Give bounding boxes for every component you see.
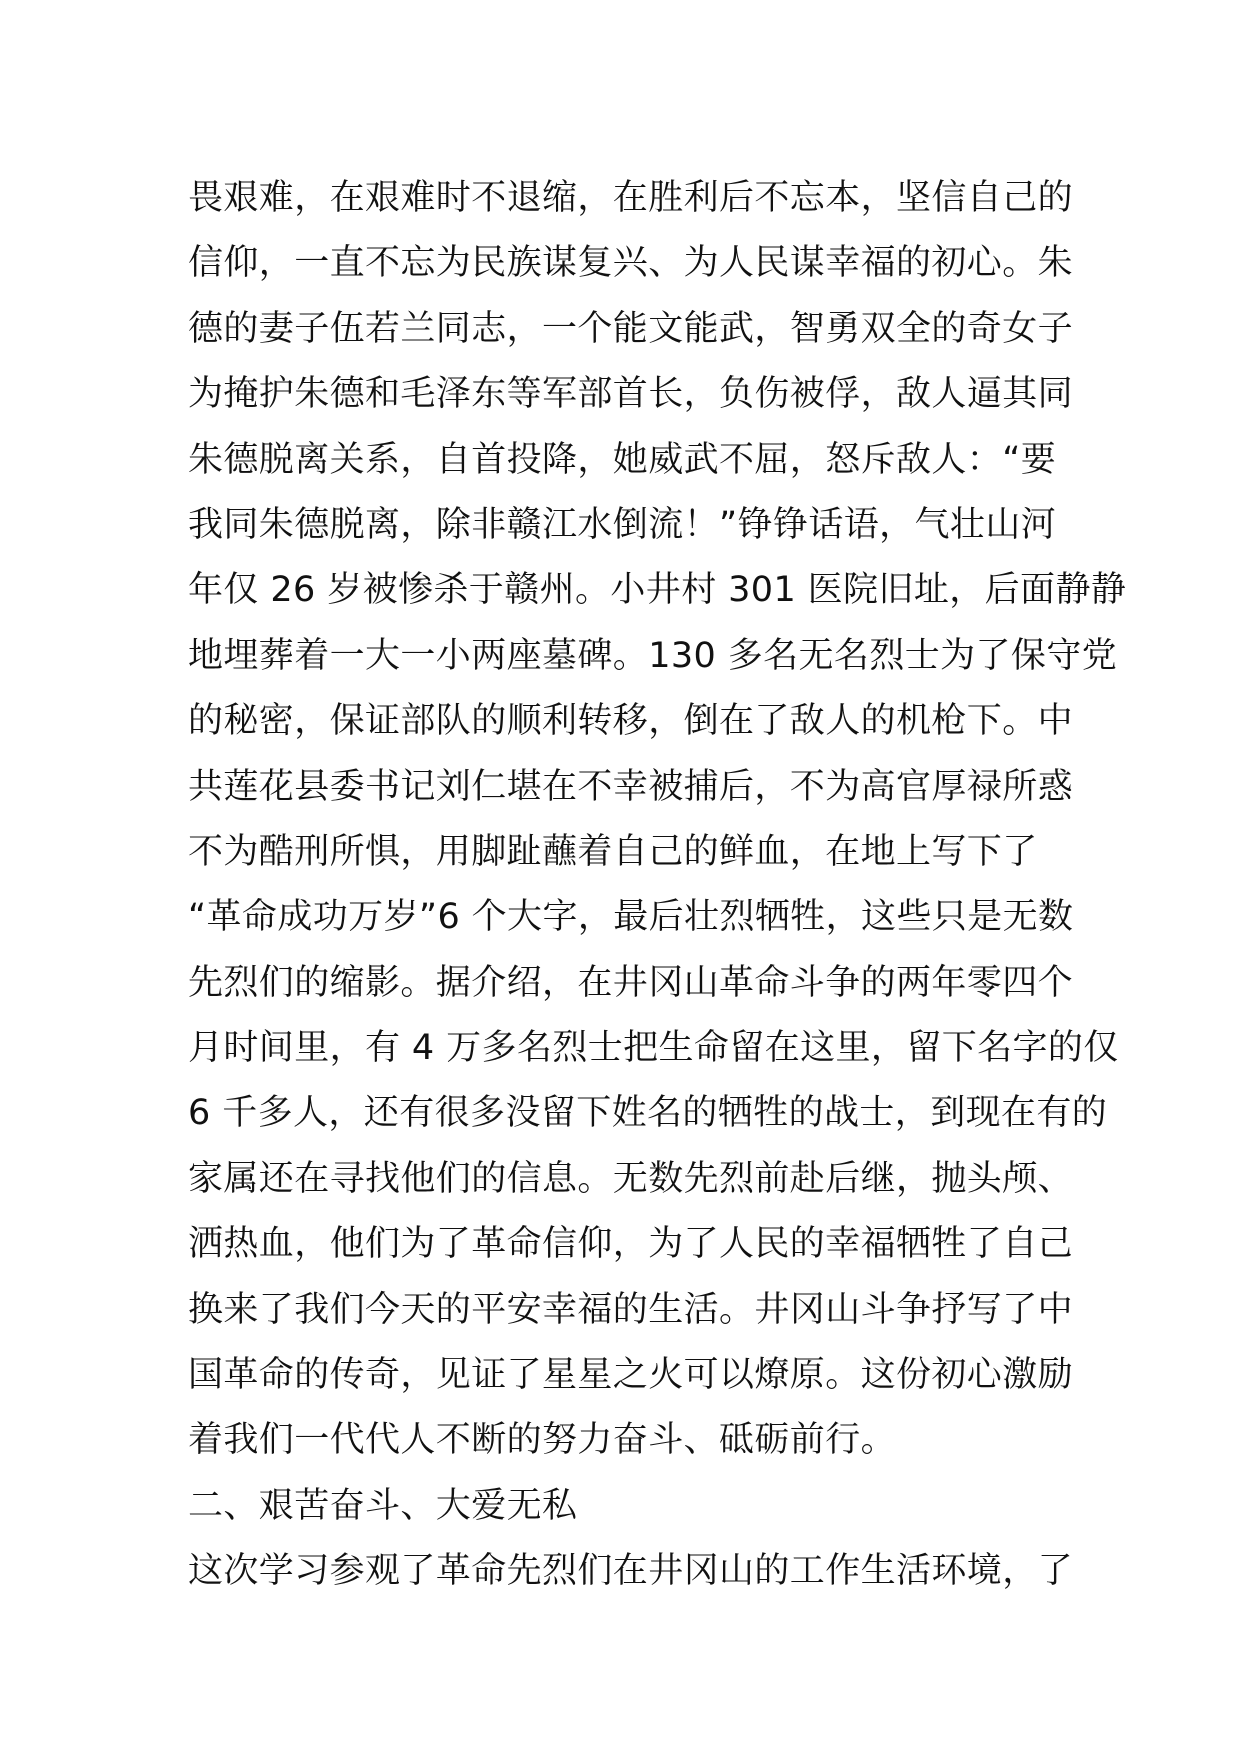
text-line: 为掩护朱德和毛泽东等军部首长，负伤被俘，敌人逼其同 [188,374,1074,415]
text-line: 着我们一代代人不断的努力奋斗、砥砺前行。 [188,1420,897,1461]
text-line: 的秘密，保证部队的顺利转移，倒在了敌人的机枪下。中 [188,701,1074,742]
text-line: 朱德脱离关系，自首投降，她威武不屈，怒斥敌人：“要 [188,439,1057,480]
text-line: 共莲花县委书记刘仁堪在不幸被捕后，不为高官厚禄所惑 [188,766,1074,807]
text-line: 6 千多人，还有很多没留下姓名的牺牲的战士，到现在有的 [188,1093,1108,1134]
section-heading: 二、艰苦奋斗、大爱无私 [188,1485,578,1526]
text-line: 德的妻子伍若兰同志，一个能文能武，智勇双全的奇女子 [188,308,1074,349]
text-line: “革命成功万岁”6 个大字，最后壮烈牺牲，这些只是无数 [188,897,1074,938]
text-line: 先烈们的缩影。据介绍，在井冈山革命斗争的两年零四个 [188,962,1074,1003]
text-line: 换来了我们今天的平安幸福的生活。井冈山斗争抒写了中 [188,1289,1074,1330]
text-line: 这次学习参观了革命先烈们在井冈山的工作生活环境，了 [188,1551,1074,1592]
text-line: 年仅 26 岁被惨杀于赣州。小井村 301 医院旧址，后面静静 [188,570,1127,611]
text-line: 洒热血，他们为了革命信仰，为了人民的幸福牺牲了自己 [188,1224,1074,1265]
text-line: 不为酷刑所惧，用脚趾蘸着自己的鲜血，在地上写下了 [188,831,1038,872]
text-line: 我同朱德脱离，除非赣江水倒流！”铮铮话语，气壮山河 [188,504,1057,545]
body-text [188,166,1127,1605]
text-line: 地埋葬着一大一小两座墓碑。130 多名无名烈士为了保守党 [188,635,1118,676]
text-line: 国革命的传奇，见证了星星之火可以燎原。这份初心激励 [188,1355,1074,1396]
text-line: 月时间里，有 4 万多名烈士把生命留在这里，留下名字的仅 [188,1028,1119,1069]
text-line: 信仰，一直不忘为民族谋复兴、为人民谋幸福的初心。朱 [188,243,1074,284]
text-line: 家属还在寻找他们的信息。无数先烈前赴后继，抛头颅、 [188,1158,1074,1199]
text-line: 畏艰难，在艰难时不退缩，在胜利后不忘本，坚信自己的 [188,178,1074,218]
